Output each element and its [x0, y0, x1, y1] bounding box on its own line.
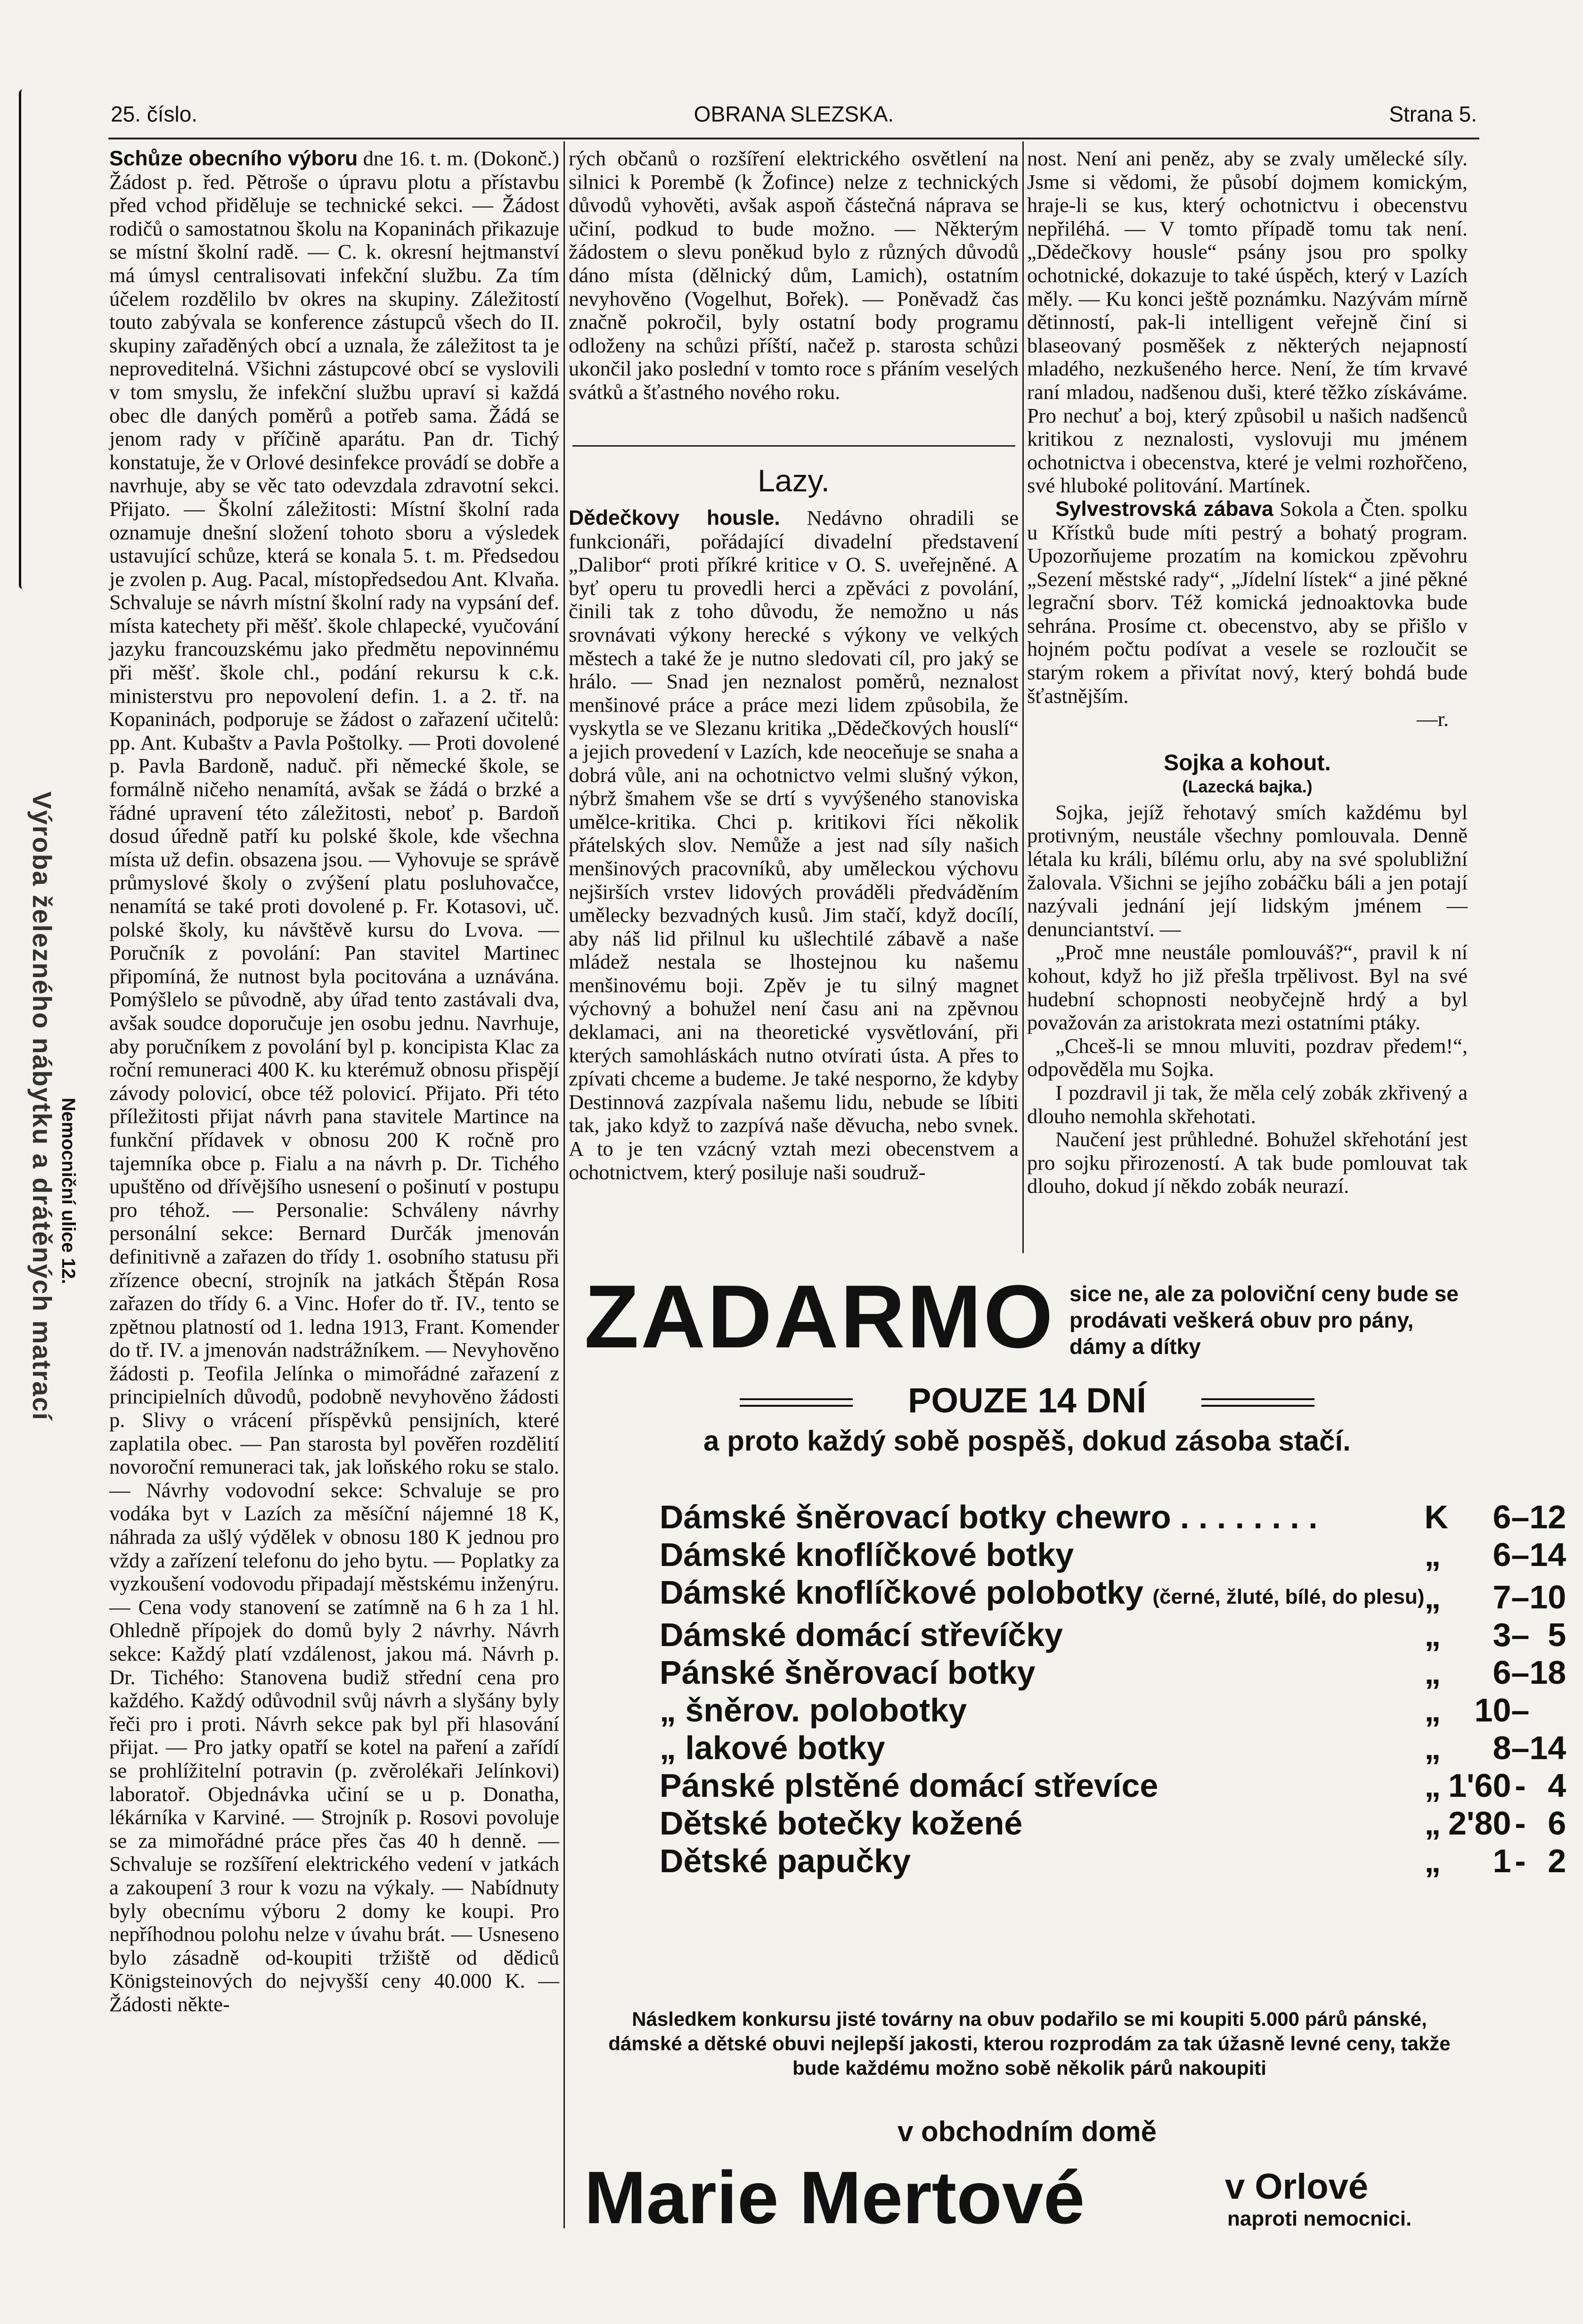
item-detail: (černé, žluté, bílé, do plesu)	[1152, 1585, 1425, 1608]
item-name	[660, 1574, 1424, 1616]
price-high: 6	[1548, 1805, 1567, 1842]
item-name: Pánské plstěné domácí střevíce	[660, 1767, 1159, 1804]
price-high: 14	[1529, 1729, 1567, 1766]
price-high: 12	[1529, 1499, 1567, 1535]
signature: —r.	[1417, 707, 1449, 731]
price-dash: –	[1511, 1654, 1530, 1691]
fable-paragraph: „Chceš-li se mnou mluviti, pozdrav předem!“, odpověděla mu Sojka.	[1027, 1034, 1468, 1081]
article-lead: Schůze obecního výboru	[109, 147, 358, 170]
price-row	[660, 1767, 1566, 1804]
ad-place: v Orlové	[1225, 2167, 1369, 2207]
ditto-mark: „	[1424, 1729, 1441, 1766]
fable-paragraph: I pozdravil ji tak, že měla celý zobák zkřivený a dlouho nemohla skřehotati.	[1027, 1080, 1468, 1128]
price-dash: -	[1515, 1843, 1526, 1879]
price-row	[660, 1536, 1566, 1574]
price-high: 2	[1548, 1843, 1567, 1879]
price-row	[660, 1616, 1566, 1654]
ditto-mark: „	[1424, 1843, 1441, 1879]
margin-street	[57, 1098, 79, 1701]
fable-subtitle: (Lazecká bajka.)	[1182, 776, 1313, 796]
header-rule	[108, 138, 1479, 139]
column-3	[1027, 147, 1468, 1198]
item-name: „ šněrov. polobotky	[660, 1692, 967, 1729]
fable-paragraph: Sojka, jejíž řehotavý smích každému byl protivným, neustále všechny pomlouvala. Denně létala ku králi, bílému orlu, aby na své spolubližní žalovala. Všichni se jejího zobáčku báli a jen potají nazývali jednání její lidským jménem — denunciantství. —	[1027, 800, 1468, 941]
price-high: 10	[1529, 1579, 1567, 1615]
price-list	[660, 1498, 1566, 1880]
ditto-mark: „	[1424, 1654, 1441, 1691]
price-dash: –	[1511, 1692, 1530, 1729]
ad-days: POUZE 14 DNÍ	[908, 1381, 1146, 1420]
lazy-article-continued: nost. Není ani peněz, aby se zvaly umělecké síly. Jsme si vědomi, že působí dojmem komickým, hraje-li se kus, který ochotnictvu i obecenstvu nepřiléhá. — V tomto případě tomu tak není. „Dědečkovy housle“ psány jsou pro spolky ochotnické, dokazuje to také úspěch, který v Lazích měly. — Ku konci ještě poznámku. Nazývám mírně dětinností, pak-li intelligent veřejně činí si blaseovaný posměšek z některých nejapností mladého, nezkušeného herce. Není, že tím krvavé raní mladou, nadšenou duši, které těžko získáváme. Pro nechuť a boj, který způsobil u našich nadšenců kritikou z neznalosti, vyslovuji mu jménem ochotnictva i obecenstva, které je velmi rozhořčeno, své hluboké politování. Martínek.	[1027, 147, 1468, 497]
fable-paragraph: Naučení jest průhledné. Bohužel skřehotání jest pro sojku přirozeností. A tak bude pomlouvat tak dlouho, dokud jí někdo zobák neurazí.	[1027, 1127, 1468, 1198]
price-row	[660, 1804, 1566, 1842]
ditto-mark: „	[1424, 1692, 1441, 1729]
price-row	[660, 1574, 1566, 1616]
price-high	[1529, 1691, 1566, 1729]
price-dash: –	[1511, 1499, 1530, 1535]
ad-brand: Marie Mertové	[584, 2156, 1085, 2239]
section-title-lazy: Lazy.	[758, 463, 830, 498]
council-meeting-continued: rých občanů o rozšíření elektrického osvětlení na silnici k Porembě (k Žofince) nelze z technických důvodů vyhověti, avšak aspoň částečná náprava se učiní, podkud to bude možno. — Některým žádostem o slevu poněkud bylo z různých důvodů dáno místa (dělnický dům, Lamich), ostatním nevyhověno (Vogelhut, Bořek). — Poněvadž čas značně pokročil, byly ostatní body programu odloženy na schůzi příští, načež p. starosta schůzi ukončil jako poslední v tomto roce s přáním veselých svátků a šťastného nového roku.	[569, 147, 1019, 404]
price-low: 2'80	[1448, 1805, 1511, 1842]
shoe-sale-advertisement	[584, 1267, 1567, 2239]
margin-strip-text: Výroba železného nábytku a drátěných matrací	[27, 791, 57, 1421]
page-header	[111, 101, 1477, 134]
ad-store-line: v obchodním domě	[897, 2116, 1157, 2147]
price-low: 3	[1493, 1616, 1511, 1653]
ditto-mark: „	[1424, 1579, 1441, 1615]
ditto-mark: „	[1424, 1536, 1441, 1573]
newspaper-title: OBRANA SLEZSKA.	[694, 102, 894, 126]
price-dash: -	[1515, 1767, 1526, 1804]
item-name-text: Dámské knoflíčkové polobotky	[660, 1574, 1143, 1611]
price-high: 4	[1548, 1767, 1567, 1804]
price-row	[660, 1842, 1566, 1880]
price-row	[660, 1654, 1566, 1691]
item-name: Dámské domácí střevíčky	[660, 1616, 1063, 1653]
section-rule	[572, 445, 1015, 447]
sylvester-article	[1027, 497, 1468, 708]
margin-strip	[28, 791, 56, 1550]
price-high: 14	[1529, 1536, 1567, 1573]
article-body: dne 16. t. m. (Dokonč.) Žádost p. řed. Pětroše o úpravu plotu a přístavbu před vchod přiděluje se technické sekci. — Žádost rodičů o samostatnou školu na Kopaninách přikazuje se místní školní radě. — C. k. okresní hejtmanství má úmysl centralisovati infekční službu. Za tím účelem rozdělilo bv okres na skupiny. Záležitostí touto zabývala se konference zástupců všech do II. skupiny zařaděných obcí a uznala, že záležitost ta je neproveditelná. Všichni zástupcové obcí se vyslovili v tom smyslu, že infekční službu upraví si každá obec dle daných poměrů a potřeb sama. Žádá se jenom rady v příčině aparátu. Pan dr. Tichý konstatuje, že v Orlové desinfekce provádí se dobře a navrhuje, aby se věc tato odevzdala zdravotní sekci. Přijato. — Školní záležitosti: Místní školní rada oznamuje dnešní složení tohoto sboru a výsledek ustavující schůze, která se konala 5. t. m. Předsedou je zvolen p. Aug. Pacal, místopředsedou Ant. Klvaňa. Schvaluje se návrh místní školní rady na vypsání def. místa katechety při měšť. škole chlapecké, vyučování jazyku francouzskému jako předmětu nepovinnému při měšť. škole chl., podání rekursu k c.k. ministerstvu pro nepovolení defin. 1. a 2. tř. na Kopaninách, podporuje se žádost o zařazení učitelů: pp. Ant. Kubaštv a Pavla Poštolky. — Proti dovolené p. Pavla Bardoně, naduč. při německé škole, se formálně ničeho nenamítá, avšak se žádá o brzké a řádné upravení této záležitosti, neboť p. Bardoň dosud úředně patří ku polské škole, kde všechna místa už defin. obsazena jsou. — Vyhovuje se správě průmyslové školy o zvýšení platu posluhovačce, nenamítá se také proti dovolené p. Fr. Kotasovi, uč. polské školy, ku návštěvě kursu do Lvova. — Poručník z povolání: Pan stavitel Martinec připomíná, že nutnost byla pocitována a uznávána. Pomýšlelo se původně, aby úřad tento zastávali dva, avšak soudce doporučuje jen osobu jednu. Navrhuje, aby poručníkem z povolání byl p. koncipista Klac za roční remuneraci 400 K. ku kterémuž obnosu přispějí závody polovicí, obce též polovicí. Přijato. Při této příležitosti přijat návrh pana stavitele Martince na funkční přídavek v obnosu 200 K ročně pro tajemníka obce p. Fialu a na návrh p. Dr. Tichého upuštěno od dřívějšího usnesení o pošinutí v postupu pro téhož. — Personalie: Schváleny návrhy personální sekce: Bernard Durčák jmenován definitivně a zařazen do třídy 1. osobního statusu při zřízence obecní, strojník na jatkách Štěpán Rosa zařazen do třídy 6. a Vinc. Hofer do tř. IV., tento se zpětnou platností od 1. ledna 1913, Frant. Komender do tř. IV. a jmenován nadstrážníkem. — Nevyhověno žádosti p. Teofila Jelínka o mimořádné zařazení z principielních důvodů, podobně nevyhověno žádosti p. Slivy o vrácení příspěvků pensijních, které zaplatila obec. — Pan starosta byl pověřen rozdělití novoroční remuneraci tak, jak loňského roku se stalo. — Návrhy vodovodní sekce: Schvaluje se pro vodáka byt v Lazích za měsíční nájemné 18 K, náhrada za ušlý výdělek v obnosu 180 K jednou pro vždy a zařízení telefonu do jeho bytu. — Poplatky za vyzkoušení vodovodu připadají městskému inženýru. — Cena vody stanovení se zatímně na 6 h za 1 hl. Ohledně přípojek do domů byly 2 návrhy. Návrh sekce: Každý platí vzdálenost, jakou má. Návrh p. Dr. Tichého: Stanovena budiž střední cena pro každého. Každý odůvodnil svůj návrh a slyšány byly řeči pro i proti. Návrh sekce pak byl při hlasování přijat. — Pro jatky opatří se kotel na paření a zařídí se prohlížitelní potravin (p. zvěrolékaři Jelínkovi) laboratoř. Objednávka učiní se u p. Donatha, lékárníka v Karviné. — Strojník p. Rosovi povoluje se za mimořádné práce přes čas 40 h denně. — Schvaluje se rozšíření elektrického vedení v jatkách a zakoupení 3 rour k vozu na výkaly. — Nabídnuty byly obecnímu výboru 2 domy ke koupi. Pro nepříhodnou polohu nelze v úvahu brát. — Usneseno bylo zásadně od-koupiti tržiště od dědiců Königsteinových do nejvyšší ceny 40.000 K. — Žádosti někte-	[109, 147, 559, 2016]
ad-note: Následkem konkursu jisté továrny na obuv podařilo se mi koupiti 5.000 párů pánské, dámské a dětské obuvi nejlepší jakosti, kterou rozprodám za tak úžasně levné ceny, takže bude každému možno sobě několik párů nakoupiti	[608, 2008, 1451, 2079]
ditto-mark: „	[1424, 1616, 1441, 1653]
price-row	[660, 1498, 1566, 1536]
price-dash: –	[1511, 1729, 1530, 1766]
item-name: Dětské papučky	[660, 1843, 911, 1879]
price-low: 1'60	[1448, 1767, 1511, 1804]
ad-headline: ZADARMO	[584, 1267, 1055, 1367]
fable-paragraph: „Proč mne neustále pomlouváš?“, pravil k ní kohout, když ho již přešla trpělivost. Byl na své hudební schopnosti neobyčejně hrdý a byl považován za aristokrata mezi ostatními ptáky.	[1027, 940, 1468, 1035]
item-name: Dámské knoflíčkové botky	[660, 1536, 1074, 1573]
column-1	[109, 147, 559, 2016]
page-number: Strana 5.	[1389, 102, 1477, 126]
price-dash: –	[1511, 1616, 1530, 1653]
fable-title: Sojka a kohout.	[1164, 750, 1331, 775]
lazy-section	[569, 459, 1019, 1184]
price-high: 18	[1529, 1654, 1567, 1691]
price-low: 6	[1493, 1499, 1511, 1535]
price-low: 7	[1493, 1579, 1511, 1615]
item-name: Dámské šněrovací botky chewro . . . . . . . .	[660, 1499, 1318, 1535]
ad-tagline: sice ne, ale za poloviční ceny bude se prodávati veškerá obuv pro pány, dámy a dítky	[1069, 1281, 1459, 1359]
ad-rule-right	[1201, 1398, 1314, 1400]
lazy-lead: Dědečkovy housle.	[569, 506, 780, 530]
issue-number: 25. číslo.	[111, 102, 198, 126]
council-meeting-article	[109, 147, 559, 2016]
sylvester-body: Sokola a Čten. spolku u Křístků bude míti pestrý a bohatý program. Upozorňujeme prozatím na komickou zpěvohru „Sezení městské rady“, „Jídelní lístek“ a jiné pěkné legrační sborv. Též komická jednoaktovka bude sehrána. Prosíme ct. obecenstvo, aby se přišlo v hojném počtu podívat a vesele se rozloučit se starým rokem a přivítat nový, který bohdá bude šťastnějším.	[1027, 497, 1468, 708]
price-dash: –	[1511, 1536, 1530, 1573]
price-low: 6	[1493, 1654, 1511, 1691]
price-high: 5	[1548, 1616, 1567, 1653]
price-row	[660, 1691, 1566, 1729]
price-low: 10	[1474, 1692, 1511, 1729]
price-low: 6	[1493, 1536, 1511, 1573]
margin-street-text: Nemocniční ulice 12.	[58, 1098, 79, 1284]
ditto-mark: „	[1424, 1805, 1441, 1842]
price-low: 8	[1493, 1729, 1511, 1766]
item-name: „ lakové botky	[660, 1729, 885, 1766]
currency: K	[1424, 1499, 1448, 1535]
item-name: Dětské botečky kožené	[660, 1805, 1023, 1842]
lazy-article	[569, 506, 1019, 1184]
ad-hurry: a proto každý sobě pospěš, dokud zásoba stačí.	[703, 1425, 1351, 1457]
price-dash: –	[1511, 1579, 1530, 1615]
lazy-body: Nedávno ohradili se funkcionáři, pořádající divadelní představení „Dalibor“ proti příkré kritice v O. S. uveřejněné. A byť operu tu provedli herci a zpěváci z povolání, činili tak z toho důvodu, že nemožno u nás srovnávati výkony herecké s výkony ve velkých městech a také že je nutno sledovati cíl, pro jaký se hrálo. — Snad jen neznalost poměrů, neznalost menšinové práce a práce mezi lidem způsobila, že vyskytla se ve Slezanu kritika „Dědečkových houslí“ a jejich provedení v Lazích, kde neoceňuje se snaha a dobrá vůle, ani na ochotnictvo velmi slušný výkon, nýbrž šmahem vše se drtí s vyvýšeného stanoviska umělce-kritika. Chci p. kritikovi říci několik přátelských slov. Nemůže a jest nad síly našich menšinových pracovníků, aby uměleckou výchovu nejširších vrstev lidových prováděli předváděním umělecky bezvadných kusů. Jim stačí, když docílí, aby náš lid přilnul ku ušlechtilé zábavě a naše mládež nestala se lhostejnou ku našemu menšinovému boji. Zpěv je tu silný magnet výchovný a bohužel není času ani na zpěvnou deklamaci, ani na theoretické vysvětlování, při kterých samohláskách nutno otvírati ústa. A přes to zpívati chceme a budeme. Je také nesporno, že kdyby Destinnová zazpívala našemu lidu, nebude se líbiti tak, jako když to zazpívá naše děvucha, nebo svnek. A to je ten vzácný vztah mezi obecenstvem a ochotnictvem, který posiluje naši soudruž-	[569, 506, 1019, 1184]
price-row	[660, 1729, 1566, 1767]
ditto-mark: „	[1424, 1767, 1441, 1804]
column-divider-1	[563, 141, 565, 2228]
ad-rule-right	[1201, 1405, 1314, 1407]
item-name: Pánské šněrovací botky	[660, 1654, 1036, 1691]
price-low: 1	[1493, 1843, 1511, 1879]
price-dash: -	[1515, 1805, 1526, 1842]
column-divider-2	[1022, 141, 1024, 1253]
sylvester-lead: Sylvestrovská zábava	[1055, 497, 1273, 521]
column-2	[569, 147, 1019, 404]
binding-clip	[19, 90, 40, 589]
ad-address: naproti nemocnici.	[1227, 2207, 1412, 2230]
